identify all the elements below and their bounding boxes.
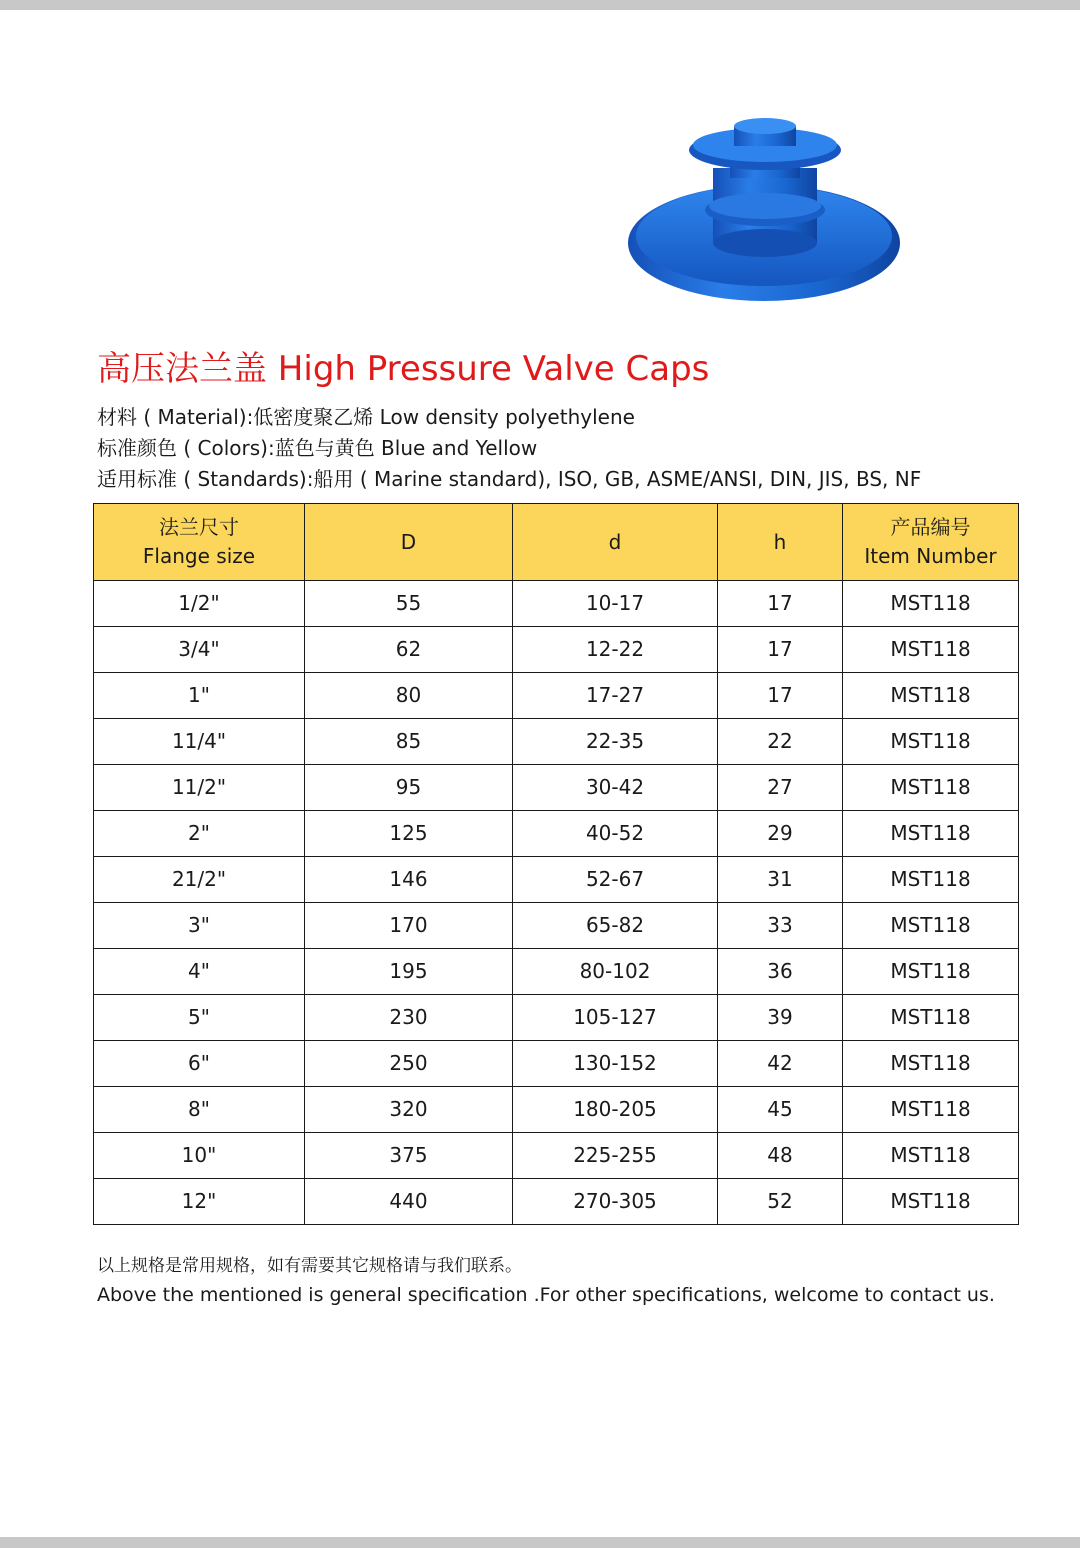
h-cell: 17 <box>718 581 843 627</box>
header-h: h <box>718 504 843 581</box>
h-cell: 17 <box>718 673 843 719</box>
h-cell: 45 <box>718 1087 843 1133</box>
item-number-cell: MST118 <box>843 1133 1019 1179</box>
D-cell: 375 <box>305 1133 513 1179</box>
table-header-row <box>94 504 1019 581</box>
flange-size-cell: 3/4" <box>94 627 305 673</box>
item-number-cell: MST118 <box>843 995 1019 1041</box>
h-cell: 36 <box>718 949 843 995</box>
D-cell: 85 <box>305 719 513 765</box>
d-cell: 225-255 <box>513 1133 718 1179</box>
item-number-cell: MST118 <box>843 581 1019 627</box>
D-cell: 80 <box>305 673 513 719</box>
D-cell: 195 <box>305 949 513 995</box>
table-row <box>94 1133 1019 1179</box>
h-cell: 39 <box>718 995 843 1041</box>
d-cell: 52-67 <box>513 857 718 903</box>
item-number-cell: MST118 <box>843 1179 1019 1225</box>
d-cell: 130-152 <box>513 1041 718 1087</box>
table-row <box>94 949 1019 995</box>
table-row <box>94 995 1019 1041</box>
flange-size-cell: 1" <box>94 673 305 719</box>
header-item-number: 产品编号 Item Number <box>843 504 1019 581</box>
blue-valve-cap-image <box>618 108 914 323</box>
table-row <box>94 581 1019 627</box>
flange-size-cell: 12" <box>94 1179 305 1225</box>
header-flange-size: 法兰尺寸 Flange size <box>94 504 305 581</box>
page-title: 高压法兰盖 High Pressure Valve Caps <box>97 349 710 389</box>
h-cell: 33 <box>718 903 843 949</box>
item-number-cell: MST118 <box>843 857 1019 903</box>
item-number-cell: MST118 <box>843 765 1019 811</box>
d-cell: 180-205 <box>513 1087 718 1133</box>
flange-size-cell: 1/2" <box>94 581 305 627</box>
h-cell: 22 <box>718 719 843 765</box>
flange-size-cell: 11/2" <box>94 765 305 811</box>
D-cell: 125 <box>305 811 513 857</box>
table-row <box>94 1041 1019 1087</box>
flange-size-cell: 5" <box>94 995 305 1041</box>
d-cell: 270-305 <box>513 1179 718 1225</box>
h-cell: 31 <box>718 857 843 903</box>
D-cell: 250 <box>305 1041 513 1087</box>
table-row <box>94 719 1019 765</box>
d-cell: 12-22 <box>513 627 718 673</box>
flange-size-cell: 3" <box>94 903 305 949</box>
D-cell: 320 <box>305 1087 513 1133</box>
d-cell: 22-35 <box>513 719 718 765</box>
table-row <box>94 857 1019 903</box>
h-cell: 17 <box>718 627 843 673</box>
D-cell: 62 <box>305 627 513 673</box>
table-row <box>94 903 1019 949</box>
D-cell: 170 <box>305 903 513 949</box>
standards-spec: 适用标准 ( Standards):船用 ( Marine standard), ISO, GB, ASME/ANSI, DIN, JIS, BS, NF <box>97 467 922 491</box>
table-row <box>94 811 1019 857</box>
h-cell: 29 <box>718 811 843 857</box>
table-row <box>94 1087 1019 1133</box>
D-cell: 55 <box>305 581 513 627</box>
d-cell: 80-102 <box>513 949 718 995</box>
D-cell: 230 <box>305 995 513 1041</box>
d-cell: 17-27 <box>513 673 718 719</box>
item-number-cell: MST118 <box>843 673 1019 719</box>
table-row <box>94 1179 1019 1225</box>
flange-size-cell: 4" <box>94 949 305 995</box>
item-number-cell: MST118 <box>843 1041 1019 1087</box>
table-row <box>94 673 1019 719</box>
flange-size-cell: 10" <box>94 1133 305 1179</box>
item-number-cell: MST118 <box>843 627 1019 673</box>
flange-size-cell: 6" <box>94 1041 305 1087</box>
d-cell: 30-42 <box>513 765 718 811</box>
h-cell: 42 <box>718 1041 843 1087</box>
item-number-cell: MST118 <box>843 949 1019 995</box>
table-row <box>94 627 1019 673</box>
item-number-cell: MST118 <box>843 811 1019 857</box>
item-number-cell: MST118 <box>843 1087 1019 1133</box>
top-border <box>0 0 1080 10</box>
flange-size-cell: 21/2" <box>94 857 305 903</box>
d-cell: 65-82 <box>513 903 718 949</box>
colors-spec: 标准颜色 ( Colors):蓝色与黄色 Blue and Yellow <box>97 436 538 460</box>
d-cell: 40-52 <box>513 811 718 857</box>
item-number-cell: MST118 <box>843 903 1019 949</box>
material-spec: 材料 ( Material):低密度聚乙烯 Low density polyethylene <box>97 405 635 429</box>
D-cell: 95 <box>305 765 513 811</box>
header-D: D <box>305 504 513 581</box>
note-english: Above the mentioned is general specification .For other specifications, welcome to contact us. <box>97 1284 995 1306</box>
d-cell: 105-127 <box>513 995 718 1041</box>
header-d: d <box>513 504 718 581</box>
flange-size-cell: 11/4" <box>94 719 305 765</box>
h-cell: 52 <box>718 1179 843 1225</box>
h-cell: 48 <box>718 1133 843 1179</box>
spec-table <box>93 503 1019 1225</box>
d-cell: 10-17 <box>513 581 718 627</box>
h-cell: 27 <box>718 765 843 811</box>
note-chinese: 以上规格是常用规格，如有需要其它规格请与我们联系。 <box>97 1256 522 1276</box>
item-number-cell: MST118 <box>843 719 1019 765</box>
flange-size-cell: 2" <box>94 811 305 857</box>
D-cell: 440 <box>305 1179 513 1225</box>
table-row <box>94 765 1019 811</box>
flange-size-cell: 8" <box>94 1087 305 1133</box>
bottom-border <box>0 1537 1080 1548</box>
D-cell: 146 <box>305 857 513 903</box>
